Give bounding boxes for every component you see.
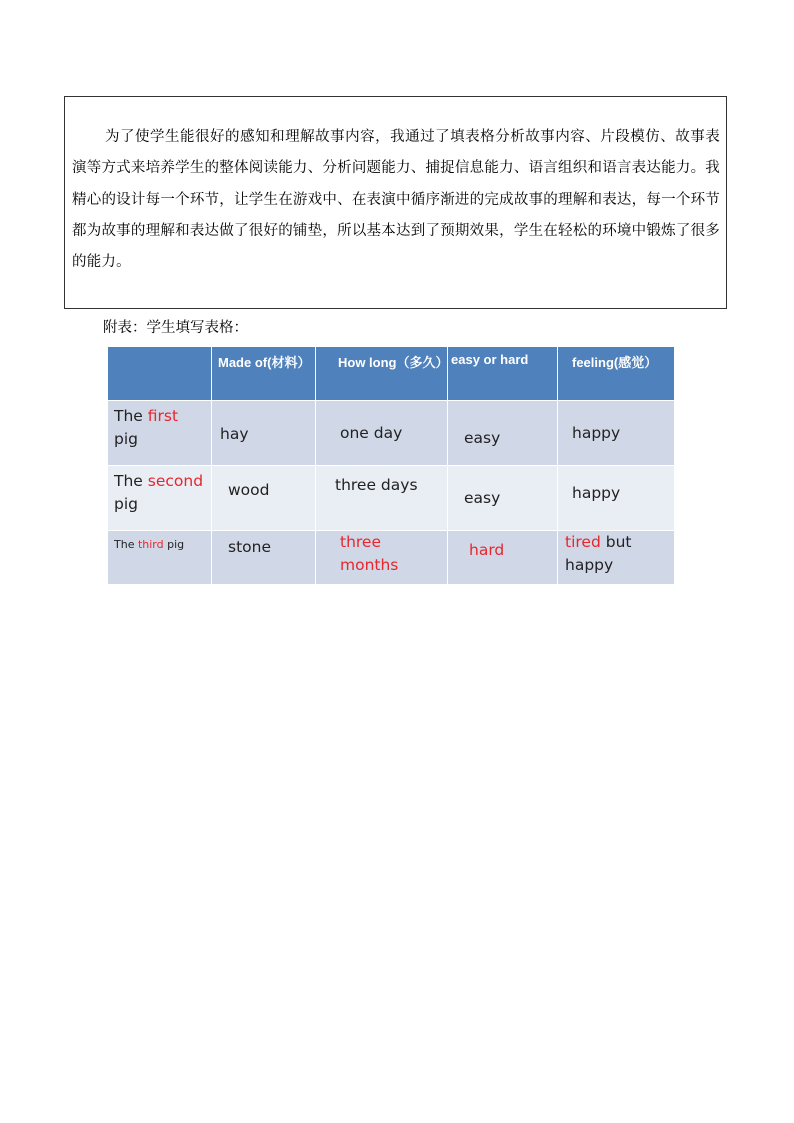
made-of-cell: hay	[212, 401, 316, 466]
table-row-first-pig-subject	[108, 401, 212, 466]
subject-label: The first pig	[114, 407, 179, 448]
how-long-cell: three days	[316, 466, 448, 531]
table-caption: 附表：学生填写表格：	[103, 320, 248, 336]
header-cell-how-long: How long（多久）	[316, 347, 448, 401]
table-row-second-pig-subject	[108, 466, 212, 531]
difficulty-cell: easy	[448, 401, 558, 466]
table-row-third-pig-subject	[108, 531, 212, 585]
made-of-cell: stone	[212, 531, 316, 585]
subject-label: The third pig	[114, 538, 185, 551]
subject-label: The second pig	[114, 472, 204, 513]
header-cell-feeling: feeling(感觉）	[558, 347, 675, 401]
difficulty-cell: easy	[448, 466, 558, 531]
feeling-cell: tired but happy	[558, 531, 675, 585]
how-long-cell: three months	[316, 531, 448, 585]
header-cell-easy-or-hard: easy or hard	[448, 347, 558, 401]
how-long-cell: one day	[316, 401, 448, 466]
difficulty-cell: hard	[448, 531, 558, 585]
reflection-textbox	[64, 96, 727, 309]
feeling-cell: happy	[558, 466, 675, 531]
made-of-cell: wood	[212, 466, 316, 531]
reflection-paragraph: 为了使学生能很好的感知和理解故事内容，我通过了填表格分析故事内容、片段模仿、故事表演等方式来培养学生的整体阅读能力、分析问题能力、捕捉信息能力、语言组织和语言表达能力。我精心的设计每一个环节，让学生在游戏中、在表演中循序渐进的完成故事的理解和表达，每一个环节都为故事的理解和表达做了很好的铺垫，所以基本达到了预期效果，学生在轻松的环境中锻炼了很多的能力。	[72, 129, 720, 271]
feeling-cell: happy	[558, 401, 675, 466]
header-cell-made-of: Made of(材料）	[212, 347, 316, 401]
student-worksheet-table	[108, 347, 675, 585]
header-cell-blank	[108, 347, 212, 401]
